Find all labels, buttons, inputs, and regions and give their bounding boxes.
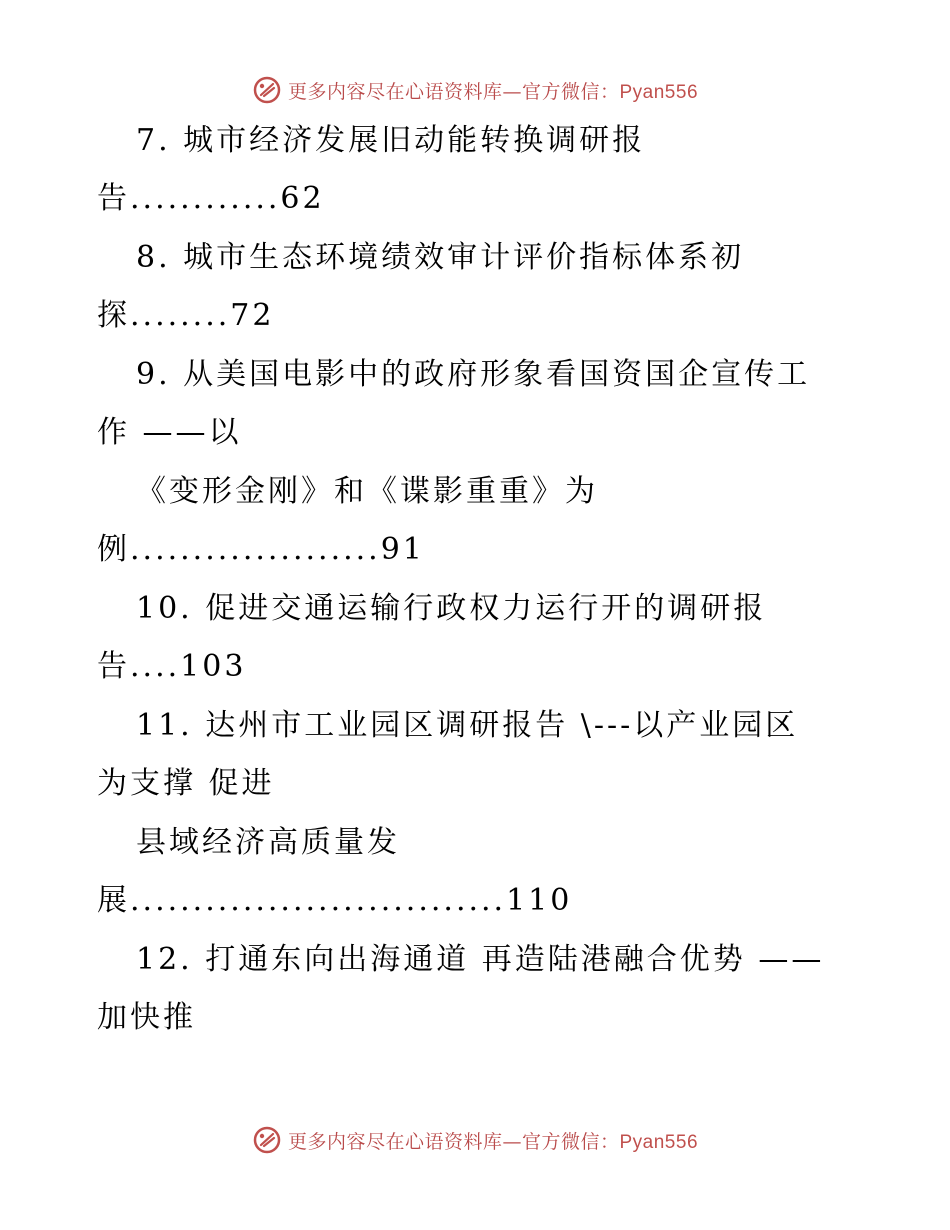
toc-line-10-page[interactable]: 告....103 — [97, 649, 247, 684]
header-banner-text: 更多内容尽在心语资料库—官方微信：Pyan556 — [287, 80, 699, 103]
seal-logo-icon — [252, 1125, 282, 1155]
toc-line-9-page[interactable]: 例....................91 — [97, 532, 425, 567]
toc-line-12-cont[interactable]: 加快推 — [97, 1000, 196, 1035]
toc-line-8-title[interactable]: 8. 城市生态环境绩效审计评价指标体系初 — [136, 240, 745, 275]
seal-logo-icon — [252, 75, 282, 105]
footer-banner — [0, 1120, 950, 1160]
toc-line-8-page[interactable]: 探........72 — [97, 298, 275, 333]
toc-line-11-page[interactable]: 展..............................110 — [97, 883, 573, 918]
toc-line-9-subtitle[interactable]: 《变形金刚》和《谍影重重》为 — [136, 474, 598, 509]
toc-line-7-title[interactable]: 7. 城市经济发展旧动能转换调研报 — [136, 123, 646, 158]
toc-line-11-title[interactable]: 11. 达州市工业园区调研报告 \---以产业园区 — [136, 708, 799, 743]
toc-line-11-cont[interactable]: 为支撑 促进 — [97, 766, 275, 801]
footer-banner-text: 更多内容尽在心语资料库—官方微信：Pyan556 — [287, 1130, 699, 1153]
toc-line-11-subtitle[interactable]: 县域经济高质量发 — [136, 825, 400, 860]
header-banner — [0, 70, 950, 110]
toc-line-9-cont[interactable]: 作 ——以 — [97, 415, 242, 450]
toc-line-9-title[interactable]: 9. 从美国电影中的政府形象看国资国企宣传工 — [136, 357, 811, 392]
toc-line-7-page[interactable]: 告............62 — [97, 181, 325, 216]
toc-line-10-title[interactable]: 10. 促进交通运输行政权力运行开的调研报 — [136, 591, 767, 626]
header-wechat-id: Pyan556 — [619, 81, 699, 103]
footer-wechat-id: Pyan556 — [619, 1131, 699, 1153]
toc-line-12-title[interactable]: 12. 打通东向出海通道 再造陆港融合优势 —— — [136, 942, 825, 977]
